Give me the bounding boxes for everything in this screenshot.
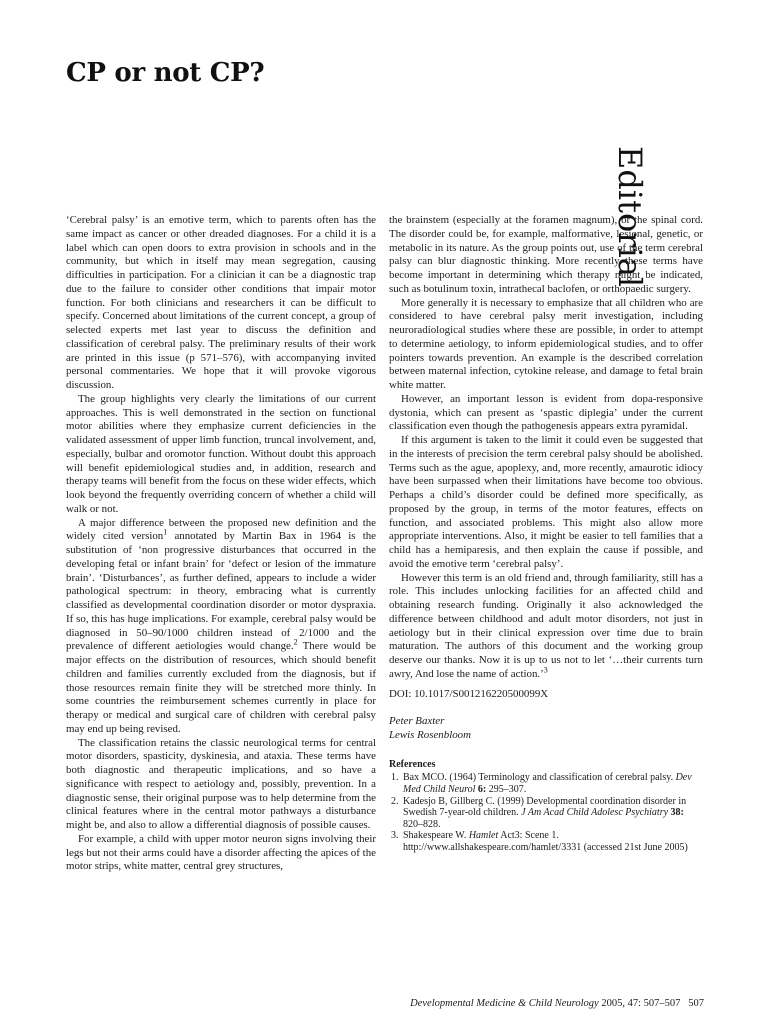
page-number: 507 — [688, 998, 704, 1009]
left-column — [66, 214, 376, 978]
right-column — [389, 214, 703, 974]
page-footer — [384, 998, 704, 1009]
section-label: Editorial — [611, 146, 649, 288]
author-list — [389, 715, 703, 743]
body-paragraph: If this argument is taken to the limit it could even be suggested that in the interests of precision the term cerebral palsy should be abolished. Terms such as the ague, apoplexy, and, more recently, amaurotic idiocy have been surpassed when their limitations have become too obvious. Perhaps a child’s disorder could be defined more specifically, as proposed by the group, in terms of the motor features, effects on function, and associated problems. This might also allow more appropriate interventions. Also, it might be easier to tell families that a child has a hemiparesis, and then explain the cause if possible, and avoid the emotive term ‘cerebral palsy’. — [389, 434, 703, 570]
body-paragraph — [389, 572, 703, 682]
author-name: Lewis Rosenbloom — [389, 729, 471, 741]
references-heading: References — [389, 758, 436, 770]
body-paragraph: For example, a child with upper motor neuron signs involving their legs but not their arms could have a disorder affecting the apices of the motor strips, white matter, central grey structures, — [66, 832, 376, 873]
journal-name: Developmental Medicine & Child Neurology — [410, 998, 599, 1009]
reference-item: 2. Kadesjo B, Gillberg C. (1999) Developmental coordination disorder in Swedish 7-year-old children. J Am Acad Child Adolesc Psychiatry 38: 820–828. — [401, 796, 703, 831]
citation: 2005, 47: 507–507 — [598, 998, 681, 1009]
paragraph-text: There would be major effects on the distribution of resources, which should benefit children and families currently excluded from the diagnosis, but if those resources remain finite they will be stretched more thinly. In some countries the reimbursement schemes currently in place for therapy or medical and surgical care of children with cerebral palsy may end up being revised. — [66, 640, 376, 735]
paragraph-text: However this term is an old friend and, through familiarity, still has a role. This includes unlocking facilities for an affected child and obtaining research funding. Originally it also acknowledged the difference between childhood and adult motor disorders, not just in aetiology but in their clinical expression over time due to brain maturation. The authors of this document and the working group deserve our thanks. Now it is up to us not to let ‘…their currents turn awry, And lose the name of action.’ — [389, 571, 703, 680]
references-section — [389, 759, 703, 854]
author-name: Peter Baxter — [389, 715, 445, 728]
reference-item: 3. Shakespeare W. Hamlet Act3: Scene 1. http://www.allshakespeare.com/hamlet/3331 (accessed 21st June 2005) — [401, 830, 703, 853]
reference-marker: 2 — [293, 637, 298, 647]
body-paragraph — [66, 517, 376, 737]
doi: DOI: 10.1017/S001216220500099X — [389, 687, 549, 700]
paragraph-text: A major difference between the proposed new definition and the widely cited version — [66, 516, 376, 543]
paragraph-text: annotated by Martin Bax in 1964 is the substitution of ‘non progressive disturbances that occurred in the developing fetal or infant brain’ for ‘defect or lesion of the immature brain’. ‘Disturbances’, as further defined, appears to include a wider pathological spectrum: in theory, embracing what is currently classified as developmental coordination disorder or motor dyspraxia. If so, this has huge implications. For example, cerebral palsy would be diagnosed in 50–90/1000 children instead of 2/1000 and the prevalence of different aetiologies would change. — [66, 530, 376, 653]
body-paragraph: ‘Cerebral palsy’ is an emotive term, which to parents often has the same impact as cancer or other dreaded diagnoses. For a child it is a label which can open doors to extra provision in schools and in the community, but which in itself may mean segregation, causing difficulties in participation. For a clinician it can be a diagnostic trap due to the failure to consider other conditions that impair motor function. For both clinicians and researchers it can be difficult to specify. Concerned about limitations of the current concept, a group of selected experts met last year to discuss the definition and classification of cerebral palsy. The preliminary results of their work are printed in this issue (p 571–576), with accompanying invited personal commentaries. We hope that it will provoke vigorous discussion. — [66, 214, 376, 391]
body-paragraph: More generally it is necessary to emphasize that all children who are considered to have cerebral palsy merit investigation, including neuroradiological studies where these are possible, in order to attempt to determine aetiology, to inform epidemiological studies, and to offer pointers towards prevention. An example is the described correlation between maternal infection, cytokine release, and damage to fetal brain white matter. — [389, 296, 703, 391]
article-title: CP or not CP? — [66, 58, 265, 88]
body-paragraph: The classification retains the classic neurological terms for central motor disorders, spasticity, dyskinesia, and ataxia. These terms have both diagnostic and therapeutic implications, and so have a significance with respect to aetiology and, possibly, prevention. In a diagnostic sense, their original purpose was to help determine from the clinical features where in the central motor pathways a disturbance might be, and also to allow a differential diagnosis of possible causes. — [66, 736, 376, 831]
reference-marker: 3 — [543, 665, 548, 675]
body-paragraph: The group highlights very clearly the limitations of our current approaches. This is well demonstrated in the section on functional motor abilities where they emphasize current deficiencies in the validated assessment of upper limb function, truncal involvement, and, especially, bulbar and oromotor function. Without doubt this approach will benefit epidemiological studies and, in addition, research and therapy teams will benefit from the focus on these wider effects, which look beyond the frequently overriding concern of whether a child will walk or not. — [66, 392, 376, 515]
reference-item: 1. Bax MCO. (1964) Terminology and classification of cerebral palsy. Dev Med Child Neurol 6: 295–307. — [401, 772, 703, 795]
body-paragraph: However, an important lesson is evident from dopa-responsive dystonia, which can present as ‘spastic diplegia’ under the current classification even though the pathogenesis appears extra pyramidal. — [389, 392, 703, 433]
reference-marker: 1 — [163, 527, 168, 537]
reference-list — [389, 772, 703, 853]
body-paragraph: the brainstem (especially at the foramen magnum), or the spinal cord. The disorder could be, for example, malformative, lesional, genetic, or metabolic in its nature. As the group points out, use of the term cerebral palsy can blur diagnostic thinking. More recently these terms have become important in determining which therapy might be indicated, such as botulinum toxin, intrathecal baclofen, or orthopaedic surgery. — [389, 214, 703, 295]
